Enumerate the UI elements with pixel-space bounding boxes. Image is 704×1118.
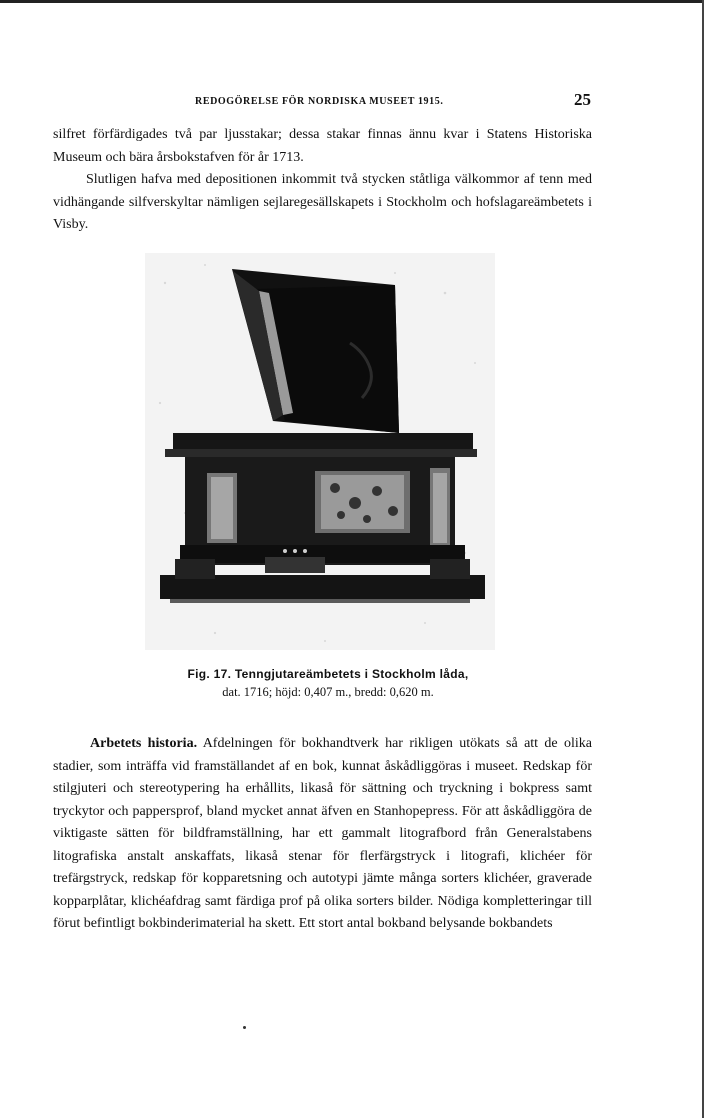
running-head: REDOGÖRELSE FÖR NORDISKA MUSEET 1915. xyxy=(195,96,444,107)
page-number: 25 xyxy=(574,90,591,109)
pewter-chest-illustration xyxy=(145,253,495,650)
scan-top-border xyxy=(0,0,704,3)
paragraph-3 xyxy=(53,733,592,936)
scan-speck xyxy=(243,1026,246,1029)
figure-caption-title: Fig. 17. Tenngjutareämbetets i Stockholm låda, xyxy=(187,667,469,681)
paragraph-2: Slutligen hafva med depositionen inkommit två stycken ståtliga välkommor af tenn med vidhängande silfverskyltar nämligen sejlaregesällskapets i Stockholm och hofslagareämbetets i Visby. xyxy=(53,172,592,232)
figure-photo xyxy=(145,253,495,650)
paragraph-3-text: Afdelningen för bokhandtverk har rikligen utökats så att de olika stadier, som inträffa vid framställandet af en bok, kunnat åskådliggöras i museet. Redskap för stilgjuteri och stereotypering ha erhållits, likaså för sättning och tryckning i bokpress samt tryckytor och pappersprof, bland mycket annat äfven en Stanhopepress. För att åskådliggöra de viktigaste sätten för bildframställning, har ett gammalt litografbord från Generalstabens litografiska anstalt anskaffats, likaså stenar för flerfärgstryck i litografi, klichéer för trefärgstryck, redskap för kopparetsning och autotypi jämte många sorters klichéer, graverade kopparplåtar, klichéafdrag samt färdiga prof på olika sorters bilder. Nödiga kompletteringar till förut befintligt bokbinderimaterial ha skett. Ett stort antal bokband belysande bokbandets xyxy=(53,736,593,931)
figure-caption-details: dat. 1716; höjd: 0,407 m., bredd: 0,620 m. xyxy=(222,685,434,699)
paragraph-1: silfret förfärdigades två par ljusstakar; dessa stakar finnas ännu kvar i Statens Historiska Museum och bära årsbokstafven för år 1713. xyxy=(53,127,592,165)
section-heading: Arbetets historia. xyxy=(90,736,198,751)
